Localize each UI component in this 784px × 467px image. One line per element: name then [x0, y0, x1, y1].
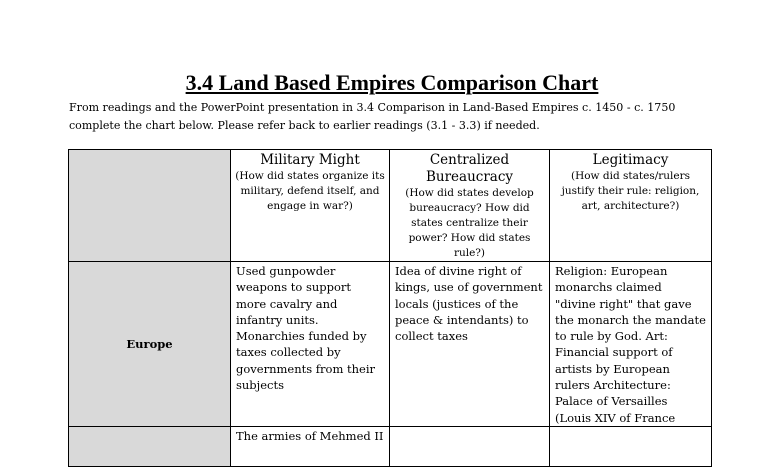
region-cell [69, 426, 231, 466]
chart-title: 3.4 Land Based Empires Comparison Chart [185, 70, 599, 95]
region-cell: Europe [69, 262, 231, 427]
instructions [69, 98, 703, 134]
header-bureaucracy-subtitle: (How did states develop bureaucracy? How did states centralize their power? How did states rule?) [405, 187, 534, 259]
header-legitimacy-subtitle: (How did states/rulers justify their rule: religion, art, architecture?) [561, 170, 700, 212]
table-row [69, 262, 712, 427]
bureaucracy-cell [390, 426, 550, 466]
header-legitimacy [550, 150, 712, 262]
table-row [69, 426, 712, 466]
header-row [69, 150, 712, 262]
legitimacy-cell: Religion: European monarchs claimed "divine right" that gave the monarch the mandate to rule by God. Art: Financial support of artists by European rulers Architecture: Palace of Versailles (Louis XIV of France [550, 262, 712, 427]
header-military-subtitle: (How did states organize its military, defend itself, and engage in war?) [235, 170, 385, 212]
comparison-table [68, 149, 712, 467]
bureaucracy-cell: Idea of divine right of kings, use of government locals (justices of the peace & intendants) to collect taxes [390, 262, 550, 427]
header-military-title: Military Might [260, 152, 360, 168]
instructions-line-2: complete the chart below. Please refer back to earlier readings (3.1 - 3.3) if needed. [69, 118, 540, 132]
legitimacy-cell [550, 426, 712, 466]
corner-cell [69, 150, 231, 262]
header-military [231, 150, 390, 262]
military-cell: The armies of Mehmed II [231, 426, 390, 466]
instructions-line-1: From readings and the PowerPoint presentation in 3.4 Comparison in Land-Based Empires c. 1450 - c. 1750 [69, 100, 676, 114]
header-legitimacy-title: Legitimacy [592, 152, 669, 168]
header-bureaucracy [390, 150, 550, 262]
military-cell: Used gunpowder weapons to support more cavalry and infantry units. Monarchies funded by taxes collected by governments from their subjects [231, 262, 390, 427]
header-bureaucracy-title: Centralized Bureaucracy [425, 152, 514, 185]
